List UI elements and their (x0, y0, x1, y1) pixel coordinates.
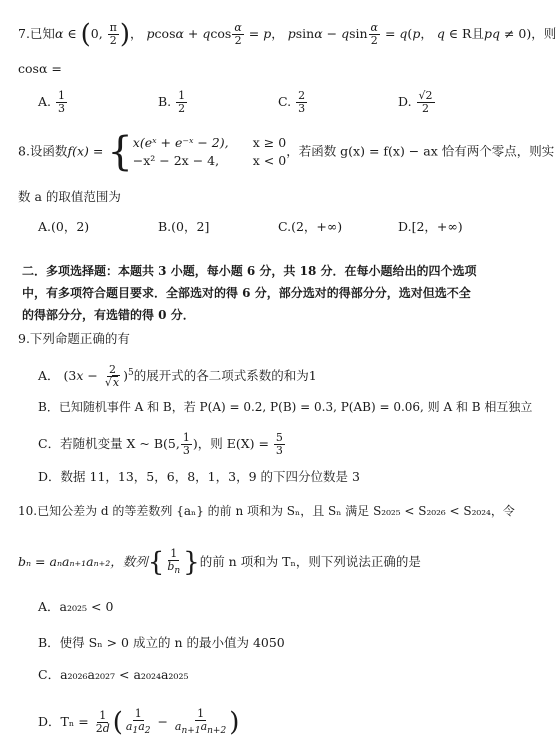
section2-line2: 中，有多项符合题目要求．全部选对的得 6 分，部分选对的得部分分，选对但选不全 (22, 286, 471, 300)
q10-stem-line1: 10.已知公差为 d 的等差数列 {aₙ} 的前 n 项和为 Sₙ，且 Sₙ 满足 S₂₀₂₅ < S₂₀₂₆ < S₂₀₂₄，令 (18, 504, 515, 518)
q8-option-a[interactable]: A.(0，2) (38, 219, 90, 234)
q7-stem-line2: cosα = (18, 61, 62, 76)
q8-option-b[interactable]: B.(0，2] (158, 219, 210, 234)
q8-stem-line2: 数 a 的取值范围为 (18, 189, 121, 204)
q8-option-c[interactable]: C.(2，+∞) (278, 219, 343, 234)
q7-option-b[interactable]: B. $\frac{1}{2}$ (158, 89, 186, 115)
q9-stem: 9.下列命题正确的有 (18, 331, 130, 346)
q10-option-a[interactable]: A．a₂₀₂₅ < 0 (38, 599, 114, 614)
q7-stem: 7.已知α ∈ (0, $\frac{\pi}{2}$ )， pcosα + qcos $\frac{\alpha}{2}$ = p， psinα − qsin $\frac{\alpha}{2}$ = q(p， q ∈ R且pq ≠ 0)，则 (18, 19, 556, 50)
q10-option-c[interactable]: C．a₂₀₂₆a₂₀₂₇ < a₂₀₂₄a₂₀₂₅ (38, 667, 189, 682)
q9-option-d[interactable]: D．数据 11，13，5，6，8，1，3，9 的下四分位数是 3 (38, 469, 360, 484)
q7-option-a[interactable]: A. $\frac{1}{3}$ (38, 89, 65, 115)
section2-line1: 二．多项选择题：本题共 3 小题，每小题 6 分，共 18 分．在每小题给出的四个选项 (22, 264, 477, 278)
q9-option-c[interactable]: C．若随机变量 X ~ B(5, $\frac{1}{3}$ )，则 E(X) = $\frac{5}{3}$ (38, 431, 283, 457)
q8-stem: 8.设函数f(x) = { x(eˣ + e⁻ˣ − 2), x ≥ 0 −x² − 2x − 4, x < 0 ，若函数 g(x) = f(x) − ax 恰有两个零点，则实 (18, 129, 555, 175)
q7-option-c[interactable]: C. $\frac{2}{3}$ (278, 89, 306, 115)
section2-line3: 的得部分分，有选错的得 0 分． (22, 308, 195, 322)
q10-stem-line2: bₙ = aₙaₙ₊₁aₙ₊₂，数列{ $\frac{1}{b_n}$ }的前 n 项和为 Tₙ，则下列说法正确的是 (18, 547, 421, 578)
q9-option-b[interactable]: B．已知随机事件 A 和 B，若 P(A) = 0.2, P(B) = 0.3, P(AB) = 0.06, 则 A 和 B 相互独立 (38, 400, 533, 414)
q8-option-d[interactable]: D.[2，+∞) (398, 219, 463, 234)
q7-option-d[interactable]: D. $\frac{√2}{2}$ (398, 89, 433, 115)
q10-option-d[interactable]: D．Tₙ = $\frac{1}{2d}$ ( $\frac{1}{a_1a_2}$ − $\frac{1}{a_{n+1}a_{n+2}}$ ) (38, 707, 240, 738)
q10-option-b[interactable]: B．使得 Sₙ > 0 成立的 n 的最小值为 4050 (38, 635, 285, 650)
q9-option-a[interactable]: A． (3x − $\frac{2}{√x}$ )$^5$的展开式的各二项式系数的和为1 (38, 363, 317, 390)
